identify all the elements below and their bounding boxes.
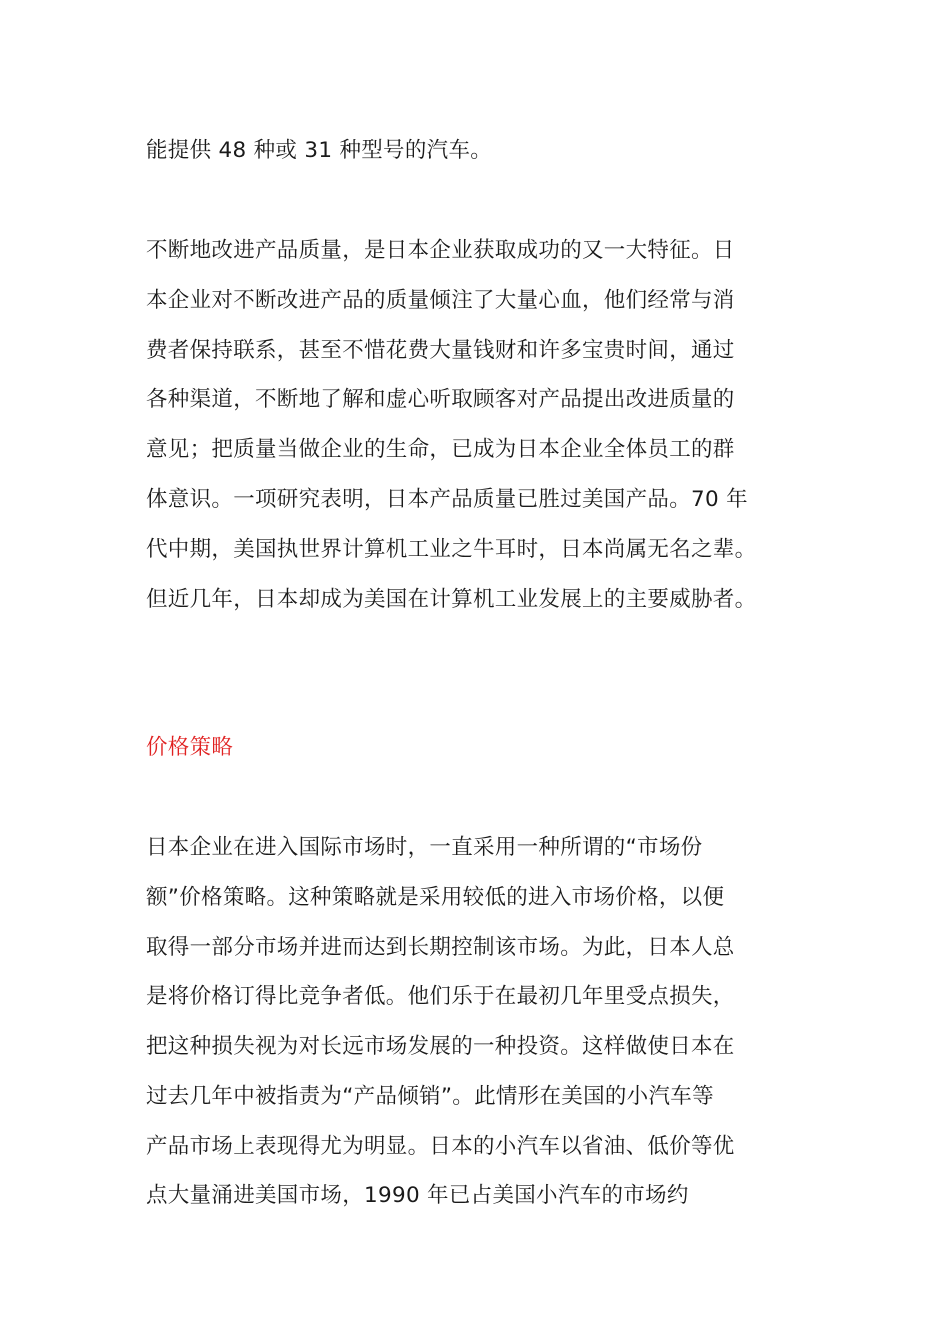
paragraph-3-line: 是将价格订得比竞争者低。他们乐于在最初几年里受点损失， <box>146 984 735 1009</box>
paragraph-3-line: 过去几年中被指责为“产品倾销”。此情形在美国的小汽车等 <box>146 1084 714 1109</box>
paragraph-2-line: 体意识。一项研究表明，日本产品质量已胜过美国产品。70 年 <box>146 487 748 512</box>
paragraph-2-line: 各种渠道，不断地了解和虚心听取顾客对产品提出改进质量的 <box>146 387 735 412</box>
paragraph-3-line: 把这种损失视为对长远市场发展的一种投资。这样做使日本在 <box>146 1034 735 1059</box>
section-heading: 价格策略 <box>146 735 234 760</box>
paragraph-1-line-1: 能提供 48 种或 31 种型号的汽车。 <box>146 138 493 163</box>
paragraph-3-line: 取得一部分市场并进而达到长期控制该市场。为此，日本人总 <box>146 935 735 960</box>
paragraph-2-line: 费者保持联系，甚至不惜花费大量钱财和许多宝贵时间，通过 <box>146 338 735 363</box>
paragraph-2-line: 意见；把质量当做企业的生命，已成为日本企业全体员工的群 <box>146 437 735 462</box>
paragraph-2-line: 但近几年，日本却成为美国在计算机工业发展上的主要威胁者。 <box>146 587 757 612</box>
paragraph-2-line: 不断地改进产品质量，是日本企业获取成功的又一大特征。日 <box>146 238 735 263</box>
paragraph-2-line: 代中期，美国执世界计算机工业之牛耳时，日本尚属无名之辈。 <box>146 537 757 562</box>
paragraph-2-line: 本企业对不断改进产品的质量倾注了大量心血，他们经常与消 <box>146 288 735 313</box>
paragraph-3-line: 产品市场上表现得尤为明显。日本的小汽车以省油、低价等优 <box>146 1134 735 1159</box>
paragraph-3-line: 日本企业在进入国际市场时，一直采用一种所谓的“市场份 <box>146 835 703 860</box>
paragraph-3-line: 额”价格策略。这种策略就是采用较低的进入市场价格，以便 <box>146 885 725 910</box>
paragraph-3-line: 点大量涌进美国市场，1990 年已占美国小汽车的市场约 <box>146 1183 689 1208</box>
